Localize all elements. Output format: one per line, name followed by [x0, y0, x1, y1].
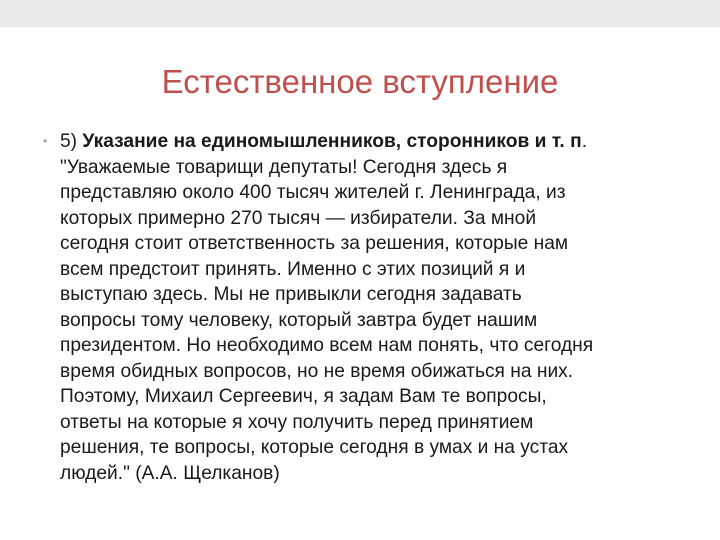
quote-line: сегодня стоит ответственность за решения, которые нам [60, 233, 569, 254]
quote-line: Поэтому, Михаил Сергеевич, я задам Вам те вопросы, [60, 386, 547, 407]
quote-line: представляю около 400 тысяч жителей г. Ленинграда, из [60, 182, 566, 203]
quote-line: президентом. Но необходимо всем нам понять, что сегодня [60, 335, 594, 356]
item-heading: Указание на единомышленников, сторонников и т. п [82, 131, 582, 152]
slide-title: Естественное вступление [161, 63, 559, 100]
bullet-heading-line [60, 129, 700, 155]
slide-header-band [0, 0, 720, 27]
quote-line: время обидных вопросов, но не время обижаться на них. [60, 360, 574, 382]
item-heading-end: . [581, 131, 588, 152]
quote-line: решения, те вопросы, которые сегодня в умах и на устах [60, 437, 569, 458]
quote-line: "Уважаемые товарищи депутаты! Сегодня здесь я [60, 156, 508, 178]
quote-line: всем предстоит принять. Именно с этих позиций я и [60, 258, 526, 280]
quote-line: ответы на которые я хочу получить перед принятием [60, 411, 534, 433]
quote-line: людей." (А.А. Щелканов) [60, 462, 280, 484]
quote-line: вопросы тому человеку, который завтра будет нашим [60, 309, 538, 331]
bullet-item [43, 129, 700, 486]
quote-line: выступаю здесь. Мы не привыкли сегодня задавать [60, 284, 522, 305]
quote-line: которых примерно 270 тысяч — избиратели. За мной [60, 207, 537, 229]
bullet-marker: • [43, 134, 48, 148]
item-number: 5) [60, 131, 83, 152]
